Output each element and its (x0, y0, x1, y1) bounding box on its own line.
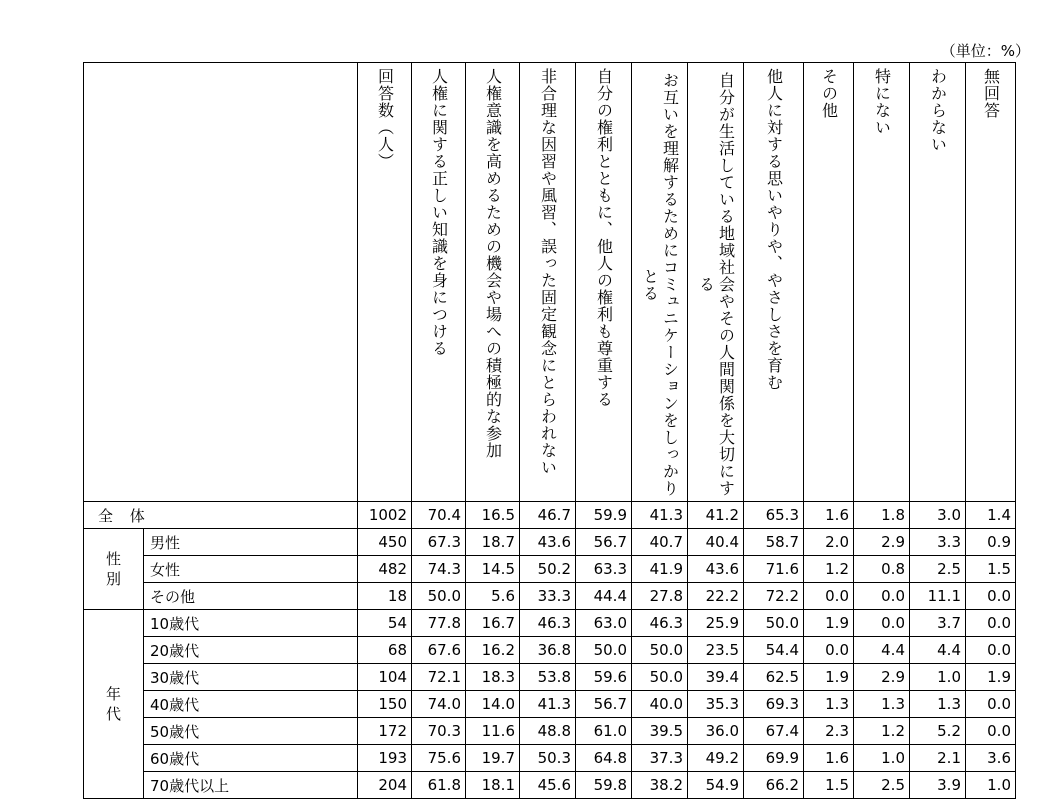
value-cell: 43.6 (688, 556, 744, 583)
value-cell: 1.0 (966, 772, 1016, 799)
row-label: 30歳代 (144, 664, 358, 691)
value-cell: 61.8 (412, 772, 466, 799)
value-cell: 68 (358, 637, 412, 664)
value-cell: 41.9 (632, 556, 688, 583)
value-cell: 1.3 (854, 691, 910, 718)
value-cell: 14.5 (466, 556, 520, 583)
value-cell: 67.6 (412, 637, 466, 664)
value-cell: 74.0 (412, 691, 466, 718)
table-row (84, 772, 1016, 799)
row-label: 50歳代 (144, 718, 358, 745)
value-cell: 14.0 (466, 691, 520, 718)
value-cell: 0.0 (966, 610, 1016, 637)
value-cell: 46.3 (632, 610, 688, 637)
value-cell: 1.3 (804, 691, 854, 718)
value-cell: 1.4 (966, 502, 1016, 529)
col-header: 人権意識を高めるための機会や場への積極的な参加 (466, 63, 520, 502)
value-cell: 54.9 (688, 772, 744, 799)
value-cell: 23.5 (688, 637, 744, 664)
value-cell: 41.3 (520, 691, 576, 718)
value-cell: 18.3 (466, 664, 520, 691)
value-cell: 3.6 (966, 745, 1016, 772)
value-cell: 70.3 (412, 718, 466, 745)
value-cell: 67.4 (744, 718, 804, 745)
value-cell: 104 (358, 664, 412, 691)
value-cell: 40.0 (632, 691, 688, 718)
value-cell: 46.3 (520, 610, 576, 637)
value-cell: 66.2 (744, 772, 804, 799)
value-cell: 54 (358, 610, 412, 637)
value-cell: 0.0 (804, 583, 854, 610)
value-cell: 16.7 (466, 610, 520, 637)
value-cell: 1002 (358, 502, 412, 529)
value-cell: 0.0 (966, 637, 1016, 664)
value-cell: 48.8 (520, 718, 576, 745)
value-cell: 1.6 (804, 745, 854, 772)
value-cell: 54.4 (744, 637, 804, 664)
value-cell: 2.9 (854, 529, 910, 556)
survey-table (83, 62, 1016, 799)
table-row (84, 637, 1016, 664)
value-cell: 4.4 (854, 637, 910, 664)
value-cell: 3.7 (910, 610, 966, 637)
value-cell: 50.3 (520, 745, 576, 772)
row-label: 全 体 (84, 502, 358, 529)
value-cell: 0.0 (966, 691, 1016, 718)
value-cell: 50.0 (576, 637, 632, 664)
value-cell: 204 (358, 772, 412, 799)
value-cell: 5.6 (466, 583, 520, 610)
value-cell: 1.5 (804, 772, 854, 799)
value-cell: 2.1 (910, 745, 966, 772)
value-cell: 50.0 (632, 637, 688, 664)
table-row (84, 718, 1016, 745)
value-cell: 50.0 (412, 583, 466, 610)
value-cell: 40.7 (632, 529, 688, 556)
value-cell: 1.5 (966, 556, 1016, 583)
table-row (84, 610, 1016, 637)
value-cell: 2.0 (804, 529, 854, 556)
group-label: 性別 (84, 529, 144, 610)
table-row (84, 745, 1016, 772)
value-cell: 18 (358, 583, 412, 610)
col-header: その他 (804, 63, 854, 502)
value-cell: 450 (358, 529, 412, 556)
value-cell: 3.0 (910, 502, 966, 529)
col-header: 回答数（人） (358, 63, 412, 502)
row-label: 20歳代 (144, 637, 358, 664)
value-cell: 2.5 (854, 772, 910, 799)
row-label: 10歳代 (144, 610, 358, 637)
value-cell: 150 (358, 691, 412, 718)
value-cell: 62.5 (744, 664, 804, 691)
value-cell: 1.2 (854, 718, 910, 745)
value-cell: 75.6 (412, 745, 466, 772)
value-cell: 50.2 (520, 556, 576, 583)
header-row (84, 63, 1016, 502)
value-cell: 37.3 (632, 745, 688, 772)
col-header: わからない (910, 63, 966, 502)
group-label: 年代 (84, 610, 144, 799)
value-cell: 22.2 (688, 583, 744, 610)
value-cell: 25.9 (688, 610, 744, 637)
value-cell: 39.5 (632, 718, 688, 745)
value-cell: 35.3 (688, 691, 744, 718)
col-header: お互いを理解するためにコミュニケーションをしっかりとる (632, 63, 688, 502)
value-cell: 50.0 (632, 664, 688, 691)
value-cell: 63.3 (576, 556, 632, 583)
value-cell: 72.2 (744, 583, 804, 610)
value-cell: 172 (358, 718, 412, 745)
table-row (84, 664, 1016, 691)
value-cell: 1.6 (804, 502, 854, 529)
header-corner (84, 63, 358, 502)
value-cell: 11.6 (466, 718, 520, 745)
value-cell: 56.7 (576, 691, 632, 718)
table-row (84, 556, 1016, 583)
value-cell: 56.7 (576, 529, 632, 556)
value-cell: 65.3 (744, 502, 804, 529)
table-row (84, 691, 1016, 718)
value-cell: 63.0 (576, 610, 632, 637)
value-cell: 36.8 (520, 637, 576, 664)
value-cell: 40.4 (688, 529, 744, 556)
table-row (84, 583, 1016, 610)
value-cell: 0.0 (854, 583, 910, 610)
value-cell: 64.8 (576, 745, 632, 772)
value-cell: 2.9 (854, 664, 910, 691)
value-cell: 0.8 (854, 556, 910, 583)
value-cell: 58.7 (744, 529, 804, 556)
value-cell: 50.0 (744, 610, 804, 637)
value-cell: 67.3 (412, 529, 466, 556)
row-label: その他 (144, 583, 358, 610)
value-cell: 36.0 (688, 718, 744, 745)
value-cell: 59.9 (576, 502, 632, 529)
value-cell: 1.8 (854, 502, 910, 529)
row-label: 70歳代以上 (144, 772, 358, 799)
value-cell: 4.4 (910, 637, 966, 664)
value-cell: 59.6 (576, 664, 632, 691)
unit-label: （単位：%） (940, 42, 1030, 60)
value-cell: 33.3 (520, 583, 576, 610)
value-cell: 1.9 (804, 664, 854, 691)
value-cell: 1.0 (854, 745, 910, 772)
value-cell: 77.8 (412, 610, 466, 637)
value-cell: 482 (358, 556, 412, 583)
col-header: 無回答 (966, 63, 1016, 502)
value-cell: 0.0 (966, 583, 1016, 610)
value-cell: 27.8 (632, 583, 688, 610)
col-header: 自分が生活している地域社会やその人間関係を大切にする (688, 63, 744, 502)
value-cell: 61.0 (576, 718, 632, 745)
value-cell: 18.7 (466, 529, 520, 556)
value-cell: 2.3 (804, 718, 854, 745)
row-label: 男性 (144, 529, 358, 556)
value-cell: 5.2 (910, 718, 966, 745)
col-header: 非合理な因習や風習、誤った固定観念にとらわれない (520, 63, 576, 502)
value-cell: 74.3 (412, 556, 466, 583)
value-cell: 71.6 (744, 556, 804, 583)
value-cell: 3.3 (910, 529, 966, 556)
value-cell: 11.1 (910, 583, 966, 610)
col-header: 自分の権利とともに、他人の権利も尊重する (576, 63, 632, 502)
col-header: 特にない (854, 63, 910, 502)
value-cell: 49.2 (688, 745, 744, 772)
row-label: 40歳代 (144, 691, 358, 718)
value-cell: 1.9 (966, 664, 1016, 691)
value-cell: 1.9 (804, 610, 854, 637)
value-cell: 3.9 (910, 772, 966, 799)
value-cell: 0.0 (966, 718, 1016, 745)
value-cell: 43.6 (520, 529, 576, 556)
value-cell: 44.4 (576, 583, 632, 610)
value-cell: 41.3 (632, 502, 688, 529)
value-cell: 53.8 (520, 664, 576, 691)
value-cell: 41.2 (688, 502, 744, 529)
row-label: 女性 (144, 556, 358, 583)
value-cell: 1.2 (804, 556, 854, 583)
value-cell: 0.0 (804, 637, 854, 664)
value-cell: 39.4 (688, 664, 744, 691)
value-cell: 18.1 (466, 772, 520, 799)
value-cell: 19.7 (466, 745, 520, 772)
table-row (84, 502, 1016, 529)
value-cell: 72.1 (412, 664, 466, 691)
value-cell: 38.2 (632, 772, 688, 799)
value-cell: 46.7 (520, 502, 576, 529)
value-cell: 1.3 (910, 691, 966, 718)
value-cell: 69.3 (744, 691, 804, 718)
value-cell: 193 (358, 745, 412, 772)
col-header: 他人に対する思いやりや、やさしさを育む (744, 63, 804, 502)
value-cell: 16.5 (466, 502, 520, 529)
col-header: 人権に関する正しい知識を身につける (412, 63, 466, 502)
value-cell: 70.4 (412, 502, 466, 529)
value-cell: 0.9 (966, 529, 1016, 556)
value-cell: 2.5 (910, 556, 966, 583)
value-cell: 16.2 (466, 637, 520, 664)
value-cell: 1.0 (910, 664, 966, 691)
value-cell: 0.0 (854, 610, 910, 637)
table-row (84, 529, 1016, 556)
value-cell: 69.9 (744, 745, 804, 772)
row-label: 60歳代 (144, 745, 358, 772)
value-cell: 45.6 (520, 772, 576, 799)
value-cell: 59.8 (576, 772, 632, 799)
